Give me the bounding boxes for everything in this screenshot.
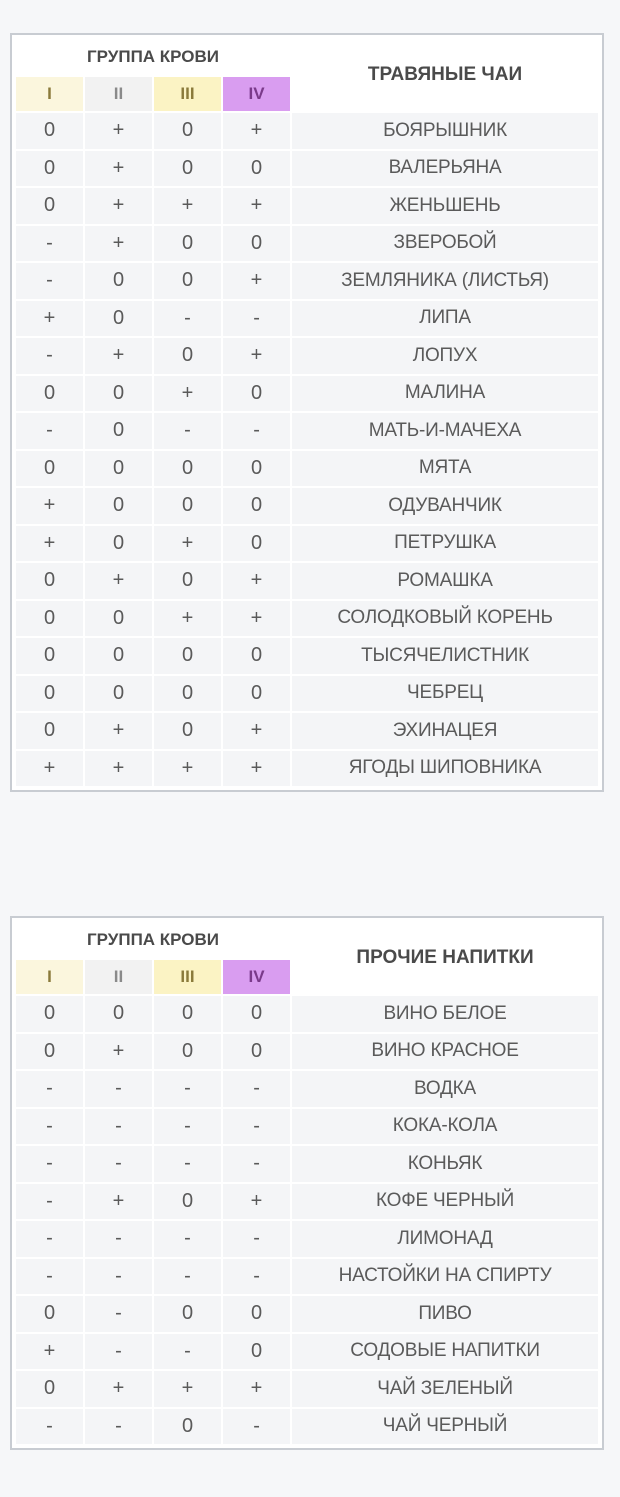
compat-value-group-1: 0	[16, 676, 83, 712]
compat-value-group-4: -	[223, 1146, 290, 1182]
compat-value-group-1: 0	[16, 601, 83, 637]
compat-value-group-4: +	[223, 1371, 290, 1407]
compat-value-group-2: 0	[85, 638, 152, 674]
compat-value-group-1: 0	[16, 1371, 83, 1407]
table-row	[16, 676, 598, 712]
compat-value-group-3: 0	[154, 563, 221, 599]
compat-value-group-4: -	[223, 1109, 290, 1145]
drink-name: МАЛИНА	[292, 376, 598, 412]
compat-value-group-4: 0	[223, 1034, 290, 1070]
compat-value-group-2: -	[85, 1071, 152, 1107]
table-row	[16, 301, 598, 337]
compat-value-group-2: 0	[85, 601, 152, 637]
drink-name: ЧАЙ ЧЕРНЫЙ	[292, 1409, 598, 1445]
compat-value-group-3: 0	[154, 113, 221, 149]
table-row	[16, 563, 598, 599]
table-row	[16, 601, 598, 637]
compat-value-group-3: 0	[154, 488, 221, 524]
herbal-teas-grid	[14, 37, 600, 788]
table-row	[16, 526, 598, 562]
compat-value-group-2: +	[85, 1184, 152, 1220]
compat-value-group-1: 0	[16, 1296, 83, 1332]
compat-value-group-2: 0	[85, 676, 152, 712]
blood-group-header: ГРУППА КРОВИ	[16, 39, 290, 75]
compat-value-group-4: -	[223, 301, 290, 337]
compat-value-group-3: +	[154, 188, 221, 224]
other-drinks-grid	[14, 920, 600, 1446]
compat-value-group-2: +	[85, 1371, 152, 1407]
blood-group-2: II	[85, 960, 152, 994]
compat-value-group-4: +	[223, 338, 290, 374]
compat-value-group-2: +	[85, 188, 152, 224]
blood-group-4: IV	[223, 960, 290, 994]
compat-value-group-4: -	[223, 1409, 290, 1445]
blood-group-3: III	[154, 77, 221, 111]
compat-value-group-2: -	[85, 1146, 152, 1182]
compat-value-group-3: -	[154, 1334, 221, 1370]
table-row	[16, 713, 598, 749]
compat-value-group-1: +	[16, 488, 83, 524]
compat-value-group-2: 0	[85, 488, 152, 524]
table-row	[16, 1071, 598, 1107]
table-row	[16, 1296, 598, 1332]
compat-value-group-1: 0	[16, 563, 83, 599]
drink-name: ЖЕНЬШЕНЬ	[292, 188, 598, 224]
compat-value-group-4: 0	[223, 151, 290, 187]
compat-value-group-3: -	[154, 1259, 221, 1295]
drink-name: ТЫСЯЧЕЛИСТНИК	[292, 638, 598, 674]
compat-value-group-1: -	[16, 1259, 83, 1295]
compat-value-group-1: -	[16, 413, 83, 449]
table-row	[16, 1259, 598, 1295]
blood-group-3: III	[154, 960, 221, 994]
blood-group-1: I	[16, 960, 83, 994]
drink-name: ЧАЙ ЗЕЛЕНЫЙ	[292, 1371, 598, 1407]
drink-name: РОМАШКА	[292, 563, 598, 599]
compat-value-group-4: +	[223, 751, 290, 787]
compat-value-group-2: 0	[85, 996, 152, 1032]
table-row	[16, 1334, 598, 1370]
table-row	[16, 1146, 598, 1182]
compat-value-group-2: +	[85, 113, 152, 149]
compat-value-group-2: 0	[85, 376, 152, 412]
compat-value-group-1: +	[16, 751, 83, 787]
compat-value-group-3: +	[154, 526, 221, 562]
drink-name: КОНЬЯК	[292, 1146, 598, 1182]
drink-name: ЛОПУХ	[292, 338, 598, 374]
compat-value-group-2: +	[85, 1034, 152, 1070]
drink-name: МЯТА	[292, 451, 598, 487]
drink-name: ЭХИНАЦЕЯ	[292, 713, 598, 749]
compat-value-group-3: 0	[154, 1034, 221, 1070]
table-row	[16, 338, 598, 374]
compat-value-group-3: -	[154, 1221, 221, 1257]
compat-value-group-3: +	[154, 1371, 221, 1407]
compat-value-group-1: +	[16, 301, 83, 337]
table-row	[16, 1184, 598, 1220]
compat-value-group-4: +	[223, 601, 290, 637]
table-row	[16, 1034, 598, 1070]
drink-name: КОКА-КОЛА	[292, 1109, 598, 1145]
compat-value-group-1: -	[16, 226, 83, 262]
compat-value-group-2: -	[85, 1409, 152, 1445]
compat-value-group-1: +	[16, 526, 83, 562]
compat-value-group-1: 0	[16, 451, 83, 487]
drink-name: ВИНО КРАСНОЕ	[292, 1034, 598, 1070]
compat-value-group-4: 0	[223, 1296, 290, 1332]
drink-name: ЗВЕРОБОЙ	[292, 226, 598, 262]
blood-group-1: I	[16, 77, 83, 111]
compat-value-group-3: -	[154, 413, 221, 449]
compat-value-group-4: +	[223, 563, 290, 599]
compat-value-group-3: -	[154, 1109, 221, 1145]
compat-value-group-1: 0	[16, 376, 83, 412]
compat-value-group-1: 0	[16, 713, 83, 749]
compat-value-group-1: 0	[16, 996, 83, 1032]
compat-value-group-3: +	[154, 751, 221, 787]
drink-name: ЯГОДЫ ШИПОВНИКА	[292, 751, 598, 787]
compat-value-group-3: 0	[154, 1184, 221, 1220]
compat-value-group-4: 0	[223, 996, 290, 1032]
compat-value-group-1: -	[16, 1409, 83, 1445]
table-row	[16, 451, 598, 487]
compat-value-group-2: 0	[85, 263, 152, 299]
compat-value-group-4: 0	[223, 1334, 290, 1370]
compat-value-group-2: 0	[85, 451, 152, 487]
table-row	[16, 996, 598, 1032]
compat-value-group-4: 0	[223, 451, 290, 487]
compat-value-group-1: -	[16, 1146, 83, 1182]
drink-name: НАСТОЙКИ НА СПИРТУ	[292, 1259, 598, 1295]
compat-value-group-4: -	[223, 413, 290, 449]
drink-name: ВАЛЕРЬЯНА	[292, 151, 598, 187]
drink-name: СОДОВЫЕ НАПИТКИ	[292, 1334, 598, 1370]
compat-value-group-4: 0	[223, 226, 290, 262]
table-row	[16, 188, 598, 224]
table-row	[16, 151, 598, 187]
compat-value-group-3: 0	[154, 263, 221, 299]
table-row	[16, 413, 598, 449]
table-row	[16, 1109, 598, 1145]
compat-value-group-4: +	[223, 263, 290, 299]
compat-value-group-2: 0	[85, 413, 152, 449]
compat-value-group-4: +	[223, 188, 290, 224]
compat-value-group-2: +	[85, 563, 152, 599]
compat-value-group-2: +	[85, 713, 152, 749]
compat-value-group-1: -	[16, 1221, 83, 1257]
compat-value-group-4: 0	[223, 526, 290, 562]
compat-value-group-4: 0	[223, 638, 290, 674]
compat-value-group-1: -	[16, 1109, 83, 1145]
drink-name: ПЕТРУШКА	[292, 526, 598, 562]
compat-value-group-2: +	[85, 226, 152, 262]
compat-value-group-4: -	[223, 1259, 290, 1295]
compat-value-group-1: -	[16, 1184, 83, 1220]
compat-value-group-2: -	[85, 1259, 152, 1295]
compat-value-group-2: +	[85, 151, 152, 187]
compat-value-group-1: -	[16, 1071, 83, 1107]
compat-value-group-2: -	[85, 1109, 152, 1145]
compat-value-group-3: -	[154, 301, 221, 337]
compat-value-group-4: 0	[223, 488, 290, 524]
table-title: ПРОЧИЕ НАПИТКИ	[292, 922, 598, 994]
drink-name: КОФЕ ЧЕРНЫЙ	[292, 1184, 598, 1220]
drink-name: ЗЕМЛЯНИКА (ЛИСТЬЯ)	[292, 263, 598, 299]
compat-value-group-2: 0	[85, 526, 152, 562]
header-row	[16, 922, 598, 958]
drink-name: ЧЕБРЕЦ	[292, 676, 598, 712]
table-row	[16, 488, 598, 524]
compat-value-group-1: 0	[16, 1034, 83, 1070]
compat-value-group-2: 0	[85, 301, 152, 337]
compat-value-group-3: 0	[154, 676, 221, 712]
compat-value-group-4: -	[223, 1221, 290, 1257]
drink-name: ЛИПА	[292, 301, 598, 337]
compat-value-group-3: 0	[154, 996, 221, 1032]
compat-value-group-2: -	[85, 1221, 152, 1257]
compat-value-group-3: +	[154, 376, 221, 412]
header-row	[16, 39, 598, 75]
compat-value-group-2: -	[85, 1334, 152, 1370]
blood-group-header: ГРУППА КРОВИ	[16, 922, 290, 958]
compat-value-group-3: 0	[154, 226, 221, 262]
compat-value-group-4: +	[223, 713, 290, 749]
table-row	[16, 113, 598, 149]
table-row	[16, 263, 598, 299]
drink-name: ВОДКА	[292, 1071, 598, 1107]
table-row	[16, 226, 598, 262]
other-drinks-table	[10, 916, 604, 1450]
compat-value-group-1: 0	[16, 188, 83, 224]
table-row	[16, 1409, 598, 1445]
table-title: ТРАВЯНЫЕ ЧАИ	[292, 39, 598, 111]
compat-value-group-3: 0	[154, 713, 221, 749]
compat-value-group-2: +	[85, 338, 152, 374]
compat-value-group-3: -	[154, 1071, 221, 1107]
table-row	[16, 751, 598, 787]
compat-value-group-1: -	[16, 338, 83, 374]
drink-name: ОДУВАНЧИК	[292, 488, 598, 524]
drink-name: МАТЬ-И-МАЧЕХА	[292, 413, 598, 449]
compat-value-group-4: -	[223, 1071, 290, 1107]
drink-name: ПИВО	[292, 1296, 598, 1332]
table-row	[16, 376, 598, 412]
compat-value-group-3: 0	[154, 638, 221, 674]
compat-value-group-3: 0	[154, 1296, 221, 1332]
compat-value-group-3: -	[154, 1146, 221, 1182]
compat-value-group-3: 0	[154, 1409, 221, 1445]
compat-value-group-1: 0	[16, 638, 83, 674]
compat-value-group-1: +	[16, 1334, 83, 1370]
compat-value-group-3: +	[154, 601, 221, 637]
compat-value-group-4: +	[223, 1184, 290, 1220]
compat-value-group-4: 0	[223, 376, 290, 412]
drink-name: ВИНО БЕЛОЕ	[292, 996, 598, 1032]
compat-value-group-1: -	[16, 263, 83, 299]
compat-value-group-2: +	[85, 751, 152, 787]
compat-value-group-3: 0	[154, 151, 221, 187]
table-row	[16, 1221, 598, 1257]
drink-name: СОЛОДКОВЫЙ КОРЕНЬ	[292, 601, 598, 637]
compat-value-group-3: 0	[154, 338, 221, 374]
compat-value-group-4: +	[223, 113, 290, 149]
compat-value-group-4: 0	[223, 676, 290, 712]
compat-value-group-1: 0	[16, 151, 83, 187]
compat-value-group-3: 0	[154, 451, 221, 487]
table-row	[16, 1371, 598, 1407]
compat-value-group-1: 0	[16, 113, 83, 149]
blood-group-4: IV	[223, 77, 290, 111]
drink-name: БОЯРЫШНИК	[292, 113, 598, 149]
herbal-teas-table	[10, 33, 604, 792]
compat-value-group-2: -	[85, 1296, 152, 1332]
drink-name: ЛИМОНАД	[292, 1221, 598, 1257]
table-row	[16, 638, 598, 674]
blood-group-2: II	[85, 77, 152, 111]
